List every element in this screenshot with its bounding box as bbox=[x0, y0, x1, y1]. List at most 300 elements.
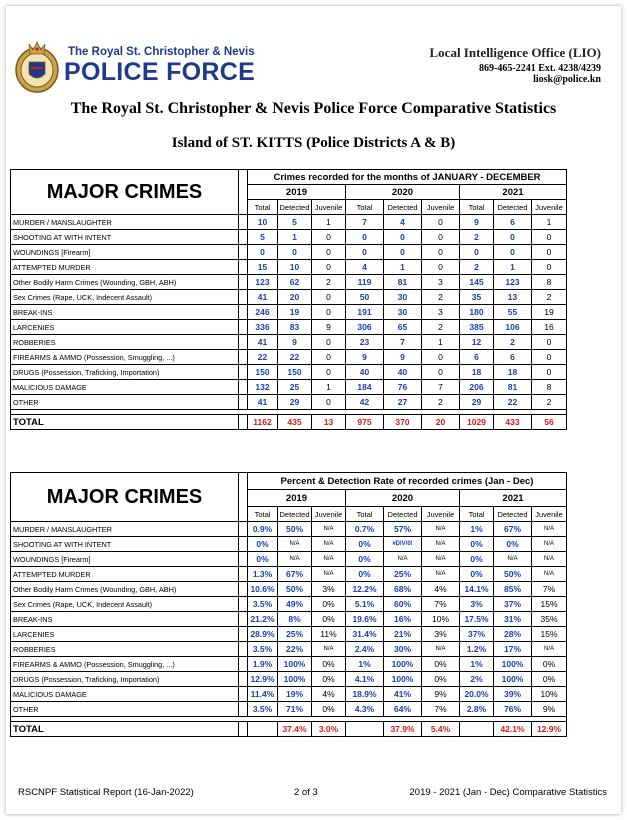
office-contact-block bbox=[430, 45, 602, 85]
table-cell: 2 bbox=[460, 230, 494, 245]
table1-year-2021: 2021 bbox=[460, 185, 567, 200]
table-cell: 0% bbox=[312, 657, 346, 672]
table-row bbox=[11, 687, 567, 702]
table-cell: N/A bbox=[278, 552, 312, 567]
column-header: Detected bbox=[278, 507, 312, 522]
table-cell: 3.5% bbox=[248, 597, 278, 612]
table-cell: 7% bbox=[422, 702, 460, 717]
table-cell: 0% bbox=[422, 657, 460, 672]
table-cell: 19.6% bbox=[346, 612, 384, 627]
total-cell: 1162 bbox=[248, 415, 278, 430]
table-cell: 0% bbox=[346, 537, 384, 552]
table-cell: 2 bbox=[494, 335, 532, 350]
table-cell: 76 bbox=[384, 380, 422, 395]
table-cell: 150 bbox=[278, 365, 312, 380]
table-cell: 336 bbox=[248, 320, 278, 335]
table-cell: 19 bbox=[278, 305, 312, 320]
table-cell: 0% bbox=[346, 567, 384, 582]
table-cell: 67% bbox=[494, 522, 532, 537]
column-header: Juvenile bbox=[422, 200, 460, 215]
table-cell: 9% bbox=[532, 702, 567, 717]
table-cell: 7% bbox=[532, 582, 567, 597]
agency-name-line2: POLICE FORCE bbox=[64, 58, 256, 86]
table-cell: 30% bbox=[384, 642, 422, 657]
total-label: TOTAL bbox=[11, 722, 239, 737]
row-label: ROBBERIES bbox=[11, 335, 239, 350]
table-row bbox=[11, 672, 567, 687]
total-cell: 13 bbox=[312, 415, 346, 430]
table-cell: 50 bbox=[346, 290, 384, 305]
table-cell: 41 bbox=[248, 290, 278, 305]
table-cell: 1 bbox=[494, 260, 532, 275]
column-header: Detected bbox=[494, 200, 532, 215]
table-row bbox=[11, 365, 567, 380]
row-label: ROBBERIES bbox=[11, 642, 239, 657]
table-row bbox=[11, 380, 567, 395]
table-cell: 16 bbox=[532, 320, 567, 335]
table-cell: 0 bbox=[532, 260, 567, 275]
table-cell: 106 bbox=[494, 320, 532, 335]
table-cell: 0% bbox=[248, 552, 278, 567]
table-row bbox=[11, 395, 567, 410]
table-row bbox=[11, 260, 567, 275]
table-cell: N/A bbox=[422, 567, 460, 582]
table-cell: 40 bbox=[384, 365, 422, 380]
table-cell: 14.1% bbox=[460, 582, 494, 597]
total-cell: 370 bbox=[384, 415, 422, 430]
table-row bbox=[11, 245, 567, 260]
table-cell: 3.5% bbox=[248, 702, 278, 717]
row-label: MURDER / MANSLAUGHTER bbox=[11, 215, 239, 230]
table-row bbox=[11, 612, 567, 627]
table-cell: 246 bbox=[248, 305, 278, 320]
table-cell: N/A bbox=[532, 567, 567, 582]
table-cell: 67% bbox=[278, 567, 312, 582]
table-row bbox=[11, 582, 567, 597]
row-label: Sex Crimes (Rape, UCK, Indecent Assault) bbox=[11, 290, 239, 305]
table-cell: 20 bbox=[278, 290, 312, 305]
row-label: SHOOTING AT WITH INTENT bbox=[11, 537, 239, 552]
table-cell: 0 bbox=[532, 350, 567, 365]
table-cell: 0 bbox=[346, 230, 384, 245]
table-cell: 385 bbox=[460, 320, 494, 335]
table-cell: 0% bbox=[312, 672, 346, 687]
table-cell: 41 bbox=[248, 335, 278, 350]
table-cell: 37% bbox=[460, 627, 494, 642]
table-cell: 81 bbox=[494, 380, 532, 395]
total-cell: 56 bbox=[532, 415, 567, 430]
table-cell: 60% bbox=[384, 597, 422, 612]
table-cell: N/A bbox=[312, 552, 346, 567]
row-label: BREAK-INS bbox=[11, 305, 239, 320]
table-cell: 1 bbox=[312, 380, 346, 395]
table-cell: 1.3% bbox=[248, 567, 278, 582]
table-row bbox=[11, 597, 567, 612]
table-cell: 35% bbox=[532, 612, 567, 627]
table-cell: 9 bbox=[346, 350, 384, 365]
table-cell: 37% bbox=[494, 597, 532, 612]
table-cell: 7% bbox=[422, 597, 460, 612]
table-cell: 9 bbox=[460, 215, 494, 230]
table-cell: 0% bbox=[460, 567, 494, 582]
table-row bbox=[11, 230, 567, 245]
table-cell: 0 bbox=[312, 335, 346, 350]
table-cell: N/A bbox=[312, 567, 346, 582]
table-cell: 3% bbox=[422, 627, 460, 642]
column-header: Total bbox=[346, 200, 384, 215]
table-cell: 0 bbox=[422, 260, 460, 275]
table-cell: 81 bbox=[384, 275, 422, 290]
table-cell: 191 bbox=[346, 305, 384, 320]
table-cell: 85% bbox=[494, 582, 532, 597]
table-cell: 0 bbox=[422, 365, 460, 380]
table-cell: 12 bbox=[460, 335, 494, 350]
table-cell: 0 bbox=[312, 290, 346, 305]
total-cell: 433 bbox=[494, 415, 532, 430]
crimes-recorded-table bbox=[10, 169, 567, 430]
table-cell: 12.2% bbox=[346, 582, 384, 597]
table-cell: 50% bbox=[494, 567, 532, 582]
table-cell: 8 bbox=[532, 380, 567, 395]
total-row bbox=[11, 415, 567, 430]
total-cell bbox=[460, 722, 494, 737]
table-cell: 17.5% bbox=[460, 612, 494, 627]
column-header: Total bbox=[248, 507, 278, 522]
table-cell: 12.9% bbox=[248, 672, 278, 687]
table-cell: 31% bbox=[494, 612, 532, 627]
table-cell: N/A bbox=[422, 552, 460, 567]
table-cell: 50% bbox=[278, 582, 312, 597]
table-row bbox=[11, 567, 567, 582]
table-cell: #DIV/0! bbox=[384, 537, 422, 552]
table-cell: 29 bbox=[278, 395, 312, 410]
table-cell: 15 bbox=[248, 260, 278, 275]
table-cell: 145 bbox=[460, 275, 494, 290]
table-cell: 10 bbox=[278, 260, 312, 275]
table-cell: 22 bbox=[494, 395, 532, 410]
table-cell: 2 bbox=[422, 395, 460, 410]
table-cell: 0 bbox=[494, 230, 532, 245]
office-email: liosk@police.kn bbox=[533, 74, 601, 85]
table1-title: MAJOR CRIMES bbox=[11, 170, 239, 215]
table-cell: 100% bbox=[278, 672, 312, 687]
table-cell: 1% bbox=[346, 657, 384, 672]
total-cell bbox=[346, 722, 384, 737]
row-label: ATTEMPTED MURDER bbox=[11, 260, 239, 275]
table-row bbox=[11, 552, 567, 567]
table-cell: 5.1% bbox=[346, 597, 384, 612]
total-cell: 37.9% bbox=[384, 722, 422, 737]
column-header: Total bbox=[460, 200, 494, 215]
table-cell: 0 bbox=[248, 245, 278, 260]
table-cell: N/A bbox=[532, 552, 567, 567]
table-cell: N/A bbox=[312, 642, 346, 657]
table-cell: 119 bbox=[346, 275, 384, 290]
table-cell: 150 bbox=[248, 365, 278, 380]
table-cell: N/A bbox=[532, 642, 567, 657]
table-cell: 2 bbox=[532, 290, 567, 305]
table-cell: 100% bbox=[278, 657, 312, 672]
table-cell: 0 bbox=[422, 245, 460, 260]
table-cell: 2 bbox=[460, 260, 494, 275]
table-cell: 1 bbox=[312, 215, 346, 230]
table2-year-2021: 2021 bbox=[460, 490, 567, 507]
table-row bbox=[11, 275, 567, 290]
table-cell: 0.9% bbox=[248, 522, 278, 537]
table-cell: 65 bbox=[384, 320, 422, 335]
table-cell: 2.8% bbox=[460, 702, 494, 717]
table-cell: 0% bbox=[312, 612, 346, 627]
table-cell: 306 bbox=[346, 320, 384, 335]
table-cell: 2 bbox=[422, 290, 460, 305]
total-cell: 3.0% bbox=[312, 722, 346, 737]
table-cell: 2% bbox=[460, 672, 494, 687]
table-cell: 206 bbox=[460, 380, 494, 395]
table-cell: 5 bbox=[248, 230, 278, 245]
table-cell: 25% bbox=[384, 567, 422, 582]
total-cell: 435 bbox=[278, 415, 312, 430]
column-header: Total bbox=[346, 507, 384, 522]
report-subtitle: Island of ST. KITTS (Police Districts A & B) bbox=[171, 135, 456, 151]
table-cell: 0 bbox=[532, 230, 567, 245]
table-row bbox=[11, 627, 567, 642]
row-label: DRUGS (Possession, Traficking, Importation) bbox=[11, 365, 239, 380]
table-cell: 4.1% bbox=[346, 672, 384, 687]
total-row bbox=[11, 722, 567, 737]
table-cell: 28.9% bbox=[248, 627, 278, 642]
table-cell: 40 bbox=[346, 365, 384, 380]
row-label: LARCENIES bbox=[11, 320, 239, 335]
table-cell: N/A bbox=[278, 537, 312, 552]
row-label: LARCENIES bbox=[11, 627, 239, 642]
table-cell: 23 bbox=[346, 335, 384, 350]
table-cell: 6 bbox=[494, 215, 532, 230]
table-row bbox=[11, 335, 567, 350]
table-cell: 0 bbox=[384, 245, 422, 260]
table-cell: N/A bbox=[422, 522, 460, 537]
total-cell: 5.4% bbox=[422, 722, 460, 737]
table-cell: 2 bbox=[312, 275, 346, 290]
table-cell: N/A bbox=[532, 537, 567, 552]
table-cell: 2 bbox=[422, 320, 460, 335]
table-cell: 0% bbox=[248, 537, 278, 552]
table-cell: 71% bbox=[278, 702, 312, 717]
table-cell: 18.9% bbox=[346, 687, 384, 702]
table-cell: 180 bbox=[460, 305, 494, 320]
table-cell: 15% bbox=[532, 597, 567, 612]
row-label: Sex Crimes (Rape, UCK, Indecent Assault) bbox=[11, 597, 239, 612]
report-title: The Royal St. Christopher & Nevis Police Force Comparative Statistics bbox=[70, 100, 557, 117]
row-label: BREAK-INS bbox=[11, 612, 239, 627]
table-row bbox=[11, 657, 567, 672]
table-cell: 0% bbox=[532, 657, 567, 672]
table-cell: 76% bbox=[494, 702, 532, 717]
table-cell: 10 bbox=[248, 215, 278, 230]
table-cell: 9 bbox=[384, 350, 422, 365]
table-cell: 4 bbox=[346, 260, 384, 275]
column-header: Detected bbox=[384, 200, 422, 215]
table1-year-2019: 2019 bbox=[248, 185, 346, 200]
footer-report-period: 2019 - 2021 (Jan - Dec) Comparative Statistics bbox=[409, 787, 607, 798]
table-cell: 0 bbox=[532, 365, 567, 380]
table-cell: 49% bbox=[278, 597, 312, 612]
row-label: FIREARMS & AMMO (Possession, Smuggling, ...) bbox=[11, 657, 239, 672]
table-cell: N/A bbox=[384, 552, 422, 567]
row-label: WOUNDINGS [Firearm] bbox=[11, 245, 239, 260]
table-cell: 13 bbox=[494, 290, 532, 305]
office-phone: 869-465-2241 Ext. 4238/4239 bbox=[479, 63, 601, 74]
table-cell: 1% bbox=[460, 657, 494, 672]
table-cell: 4% bbox=[312, 687, 346, 702]
table-cell: 6 bbox=[494, 350, 532, 365]
column-header: Total bbox=[460, 507, 494, 522]
table-cell: 64% bbox=[384, 702, 422, 717]
table-cell: 18 bbox=[494, 365, 532, 380]
table-cell: 0% bbox=[460, 552, 494, 567]
table-cell: N/A bbox=[312, 537, 346, 552]
table-cell: 57% bbox=[384, 522, 422, 537]
row-label: OTHER bbox=[11, 702, 239, 717]
total-cell: 20 bbox=[422, 415, 460, 430]
total-cell: 975 bbox=[346, 415, 384, 430]
table-cell: 22% bbox=[278, 642, 312, 657]
table2-caption: Percent & Detection Rate of recorded crimes (Jan - Dec) bbox=[248, 473, 567, 490]
table-cell: 123 bbox=[248, 275, 278, 290]
table-cell: 68% bbox=[384, 582, 422, 597]
table-cell: 16% bbox=[384, 612, 422, 627]
table-cell: 19% bbox=[278, 687, 312, 702]
total-label: TOTAL bbox=[11, 415, 239, 430]
table-cell: 25% bbox=[278, 627, 312, 642]
table-cell: 29 bbox=[460, 395, 494, 410]
table-cell: 42 bbox=[346, 395, 384, 410]
table-cell: 0% bbox=[460, 537, 494, 552]
table-cell: 0 bbox=[460, 245, 494, 260]
table-cell: 15% bbox=[532, 627, 567, 642]
table-cell: 10.6% bbox=[248, 582, 278, 597]
table-cell: 21% bbox=[384, 627, 422, 642]
footer-page-number: 2 of 3 bbox=[294, 787, 318, 798]
table-cell: 0 bbox=[384, 230, 422, 245]
table-cell: 0 bbox=[494, 245, 532, 260]
table-cell: 0 bbox=[312, 230, 346, 245]
table-cell: 11% bbox=[312, 627, 346, 642]
row-label: Other Bodily Harm Crimes (Wounding, GBH, ABH) bbox=[11, 582, 239, 597]
table-cell: 1.2% bbox=[460, 642, 494, 657]
row-label: MALICIOUS DAMAGE bbox=[11, 687, 239, 702]
table-cell: 41% bbox=[384, 687, 422, 702]
table-cell: 3 bbox=[422, 305, 460, 320]
row-label: DRUGS (Possession, Traficking, Importation) bbox=[11, 672, 239, 687]
table-row bbox=[11, 320, 567, 335]
table-cell: 3% bbox=[460, 597, 494, 612]
table1-caption: Crimes recorded for the months of JANUARY - DECEMBER bbox=[248, 170, 567, 185]
row-label: SHOOTING AT WITH INTENT bbox=[11, 230, 239, 245]
table-cell: 1 bbox=[278, 230, 312, 245]
table2-year-2020: 2020 bbox=[346, 490, 460, 507]
table-cell: 20.0% bbox=[460, 687, 494, 702]
table-cell: 9 bbox=[278, 335, 312, 350]
table-cell: 0 bbox=[312, 305, 346, 320]
table-cell: 0 bbox=[422, 215, 460, 230]
table-cell: 0 bbox=[278, 245, 312, 260]
table-cell: 55 bbox=[494, 305, 532, 320]
table-row bbox=[11, 702, 567, 717]
table-cell: 7 bbox=[346, 215, 384, 230]
total-cell: 37.4% bbox=[278, 722, 312, 737]
table-cell: 50% bbox=[278, 522, 312, 537]
total-cell: 42.1% bbox=[494, 722, 532, 737]
table-cell: 1.9% bbox=[248, 657, 278, 672]
table-row bbox=[11, 522, 567, 537]
table1-year-2020: 2020 bbox=[346, 185, 460, 200]
table-cell: 0 bbox=[422, 230, 460, 245]
table-cell: 22 bbox=[278, 350, 312, 365]
table-cell: 2.4% bbox=[346, 642, 384, 657]
column-header: Juvenile bbox=[422, 507, 460, 522]
table-cell: 0 bbox=[422, 350, 460, 365]
table-cell: 4% bbox=[422, 582, 460, 597]
table-cell: 0% bbox=[494, 537, 532, 552]
table-cell: 41 bbox=[248, 395, 278, 410]
table-cell: 62 bbox=[278, 275, 312, 290]
table-cell: 7 bbox=[384, 335, 422, 350]
column-header: Detected bbox=[494, 507, 532, 522]
table-cell: 83 bbox=[278, 320, 312, 335]
table-cell: N/A bbox=[422, 537, 460, 552]
table-cell: 10% bbox=[532, 687, 567, 702]
table-row bbox=[11, 215, 567, 230]
table-cell: 0 bbox=[312, 365, 346, 380]
table-cell: 100% bbox=[384, 657, 422, 672]
total-cell bbox=[248, 722, 278, 737]
office-name: Local Intelligence Office (LIO) bbox=[429, 45, 601, 60]
table-row bbox=[11, 305, 567, 320]
table-cell: 9 bbox=[312, 320, 346, 335]
table-cell: 8 bbox=[532, 275, 567, 290]
table-cell: 22 bbox=[248, 350, 278, 365]
table-cell: 1% bbox=[460, 522, 494, 537]
table-cell: N/A bbox=[494, 552, 532, 567]
table-cell: 30 bbox=[384, 305, 422, 320]
table-cell: 4 bbox=[384, 215, 422, 230]
table-row bbox=[11, 642, 567, 657]
column-header: Detected bbox=[384, 507, 422, 522]
table-cell: N/A bbox=[422, 642, 460, 657]
table-cell: 39% bbox=[494, 687, 532, 702]
table-cell: 0 bbox=[312, 245, 346, 260]
table-cell: 0.7% bbox=[346, 522, 384, 537]
table-cell: 4.3% bbox=[346, 702, 384, 717]
table-cell: 0% bbox=[532, 672, 567, 687]
column-header: Juvenile bbox=[532, 200, 567, 215]
table-cell: 21.2% bbox=[248, 612, 278, 627]
column-header: Juvenile bbox=[312, 200, 346, 215]
column-header: Total bbox=[248, 200, 278, 215]
table-row bbox=[11, 537, 567, 552]
table-cell: 2 bbox=[532, 395, 567, 410]
police-crest-logo bbox=[14, 38, 60, 96]
table2-year-2019: 2019 bbox=[248, 490, 346, 507]
table-cell: 0 bbox=[532, 245, 567, 260]
table-cell: 1 bbox=[422, 335, 460, 350]
table-cell: 0 bbox=[312, 260, 346, 275]
table-row bbox=[11, 350, 567, 365]
row-label: Other Bodily Harm Crimes (Wounding, GBH, ABH) bbox=[11, 275, 239, 290]
table-row bbox=[11, 290, 567, 305]
column-header: Juvenile bbox=[312, 507, 346, 522]
agency-name-line1: The Royal St. Christopher & Nevis bbox=[68, 46, 255, 58]
